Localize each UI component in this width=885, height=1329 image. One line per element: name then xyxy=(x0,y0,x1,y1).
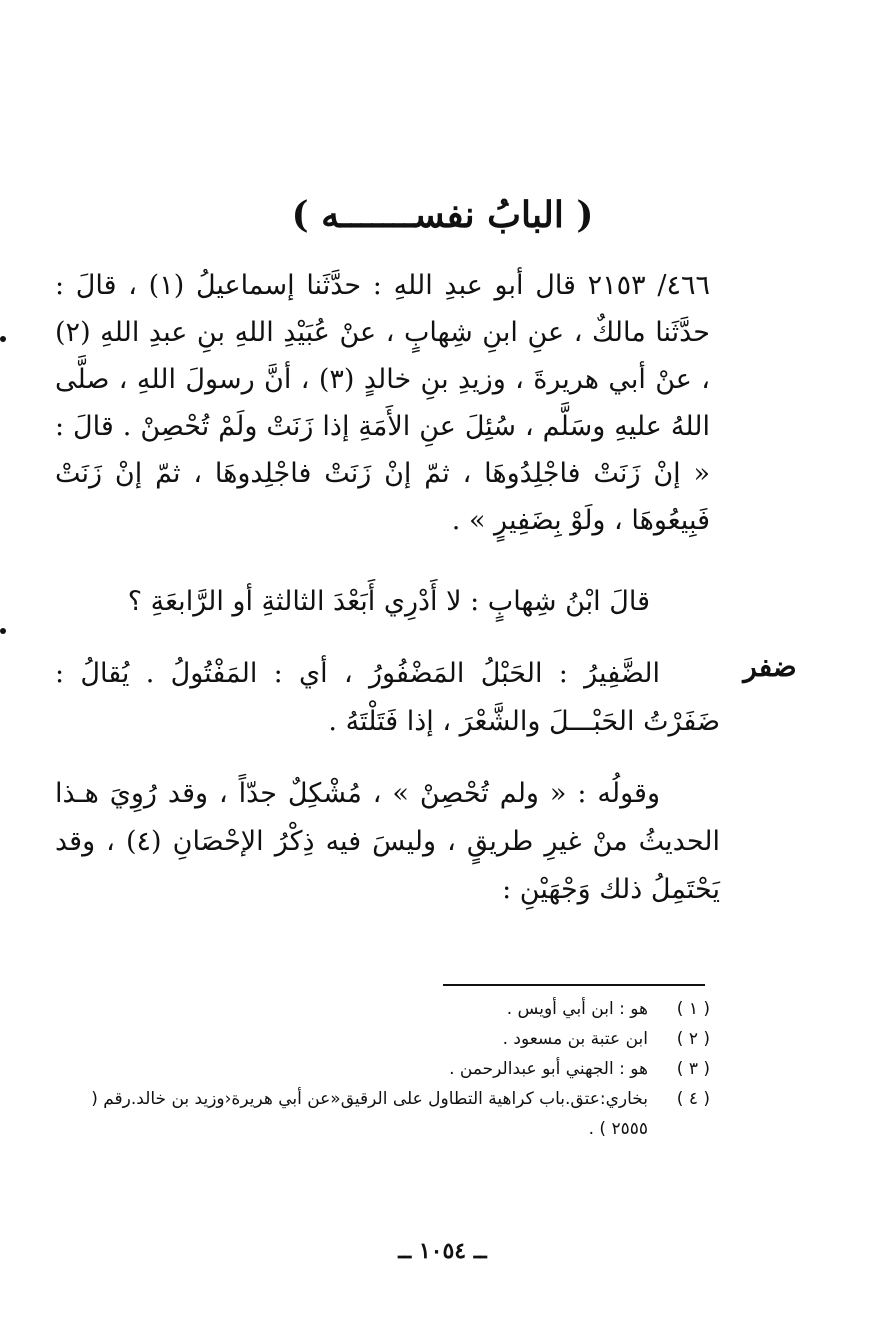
commentary-paragraph: قالَ ابْنُ شِهابٍ : لا أَدْرِي أَبَعْدَ الثالثةِ أو الرَّابعَةِ ؟ xyxy=(127,586,650,617)
footnote-number: ( ٢ ) xyxy=(676,1029,710,1049)
footnote-text: هو : الجهني أبو عبدالرحمن . xyxy=(449,1059,648,1079)
footnotes xyxy=(50,994,710,1144)
footnote-number: ( ١ ) xyxy=(676,999,710,1019)
footnote-text: هو : ابن أبي أويس . xyxy=(506,999,648,1019)
commentary-paragraph: الضَّفِيرُ : الحَبْلُ المَضْفُورُ ، أي : المَفْتُولُ . يُقالُ : ضَفَرْتُ الحَبْـــلَ والشَّعْرَ ، إذا فَتَلْتَهُ . xyxy=(55,658,720,737)
hadith-paragraph: ٤٦٦/ ٢١٥٣ قال أبو عبدِ اللهِ : حدَّثَنا إسماعيلُ (١) ، قالَ : حدَّثَنا مالكٌ ، عنِ ابنِ شِهابٍ ، عنْ عُبَيْدِ اللهِ بنِ عبدِ اللهِ (٢) ، عنْ أبي هريرةَ ، وزيدِ بنِ خالدٍ (٣) ، أنَّ رسولَ اللهِ ، صلَّى اللهُ عليهِ وسَلَّم ، سُئِلَ عنِ الأَمَةِ إذا زَنَتْ ولَمْ تُحْصِنْ . قالَ : « إنْ زَنَتْ فاجْلِدُوهَا ، ثمّ إنْ زَنَتْ فاجْلِدوهَا ، ثمّ إنْ زَنَتْ فَبِيعُوهَا ، ولَوْ بِضَفِيرٍ » . xyxy=(55,270,711,536)
footnote-text: ابن عتبة بن مسعود . xyxy=(502,1029,648,1049)
commentary-ibn-shihab xyxy=(55,578,710,625)
footnote-item xyxy=(50,1054,710,1084)
scan-mark xyxy=(0,336,6,342)
page-number: ــ ١٠٥٤ ــ xyxy=(398,1238,487,1264)
margin-keyword: ضفر xyxy=(743,650,797,683)
footnote-divider xyxy=(443,984,705,986)
footnote-number: ( ٤ ) xyxy=(676,1089,710,1109)
footnote-text: بخاري:عتق.باب كراهية التطاول على الرقيق«عن أبي هريرة‹وزيد بن خالد.رقم ( ٢٥٥٥ ) . xyxy=(91,1089,648,1139)
footnote-number: ( ٣ ) xyxy=(676,1059,710,1079)
commentary-dafir xyxy=(55,650,720,746)
footnote-item xyxy=(50,1024,710,1054)
scan-mark xyxy=(0,628,6,634)
commentary-lam-tuhsin xyxy=(55,770,720,914)
commentary-paragraph: وقولُه : « ولم تُحْصِنْ » ، مُشْكِلٌ جدّاً ، وقد رُوِيَ هـذا الحديثُ منْ غيرِ طريقٍ ، وليسَ فيه ذِكْرُ الإحْصَانِ (٤) ، وقد يَحْتَمِلُ ذلك وَجْهَيْنِ : xyxy=(55,778,720,905)
hadith-text xyxy=(55,262,710,544)
chapter-title: ( البابُ نفســـــــه ) xyxy=(291,194,594,236)
footnote-item xyxy=(50,1084,710,1144)
footnote-item xyxy=(50,994,710,1024)
